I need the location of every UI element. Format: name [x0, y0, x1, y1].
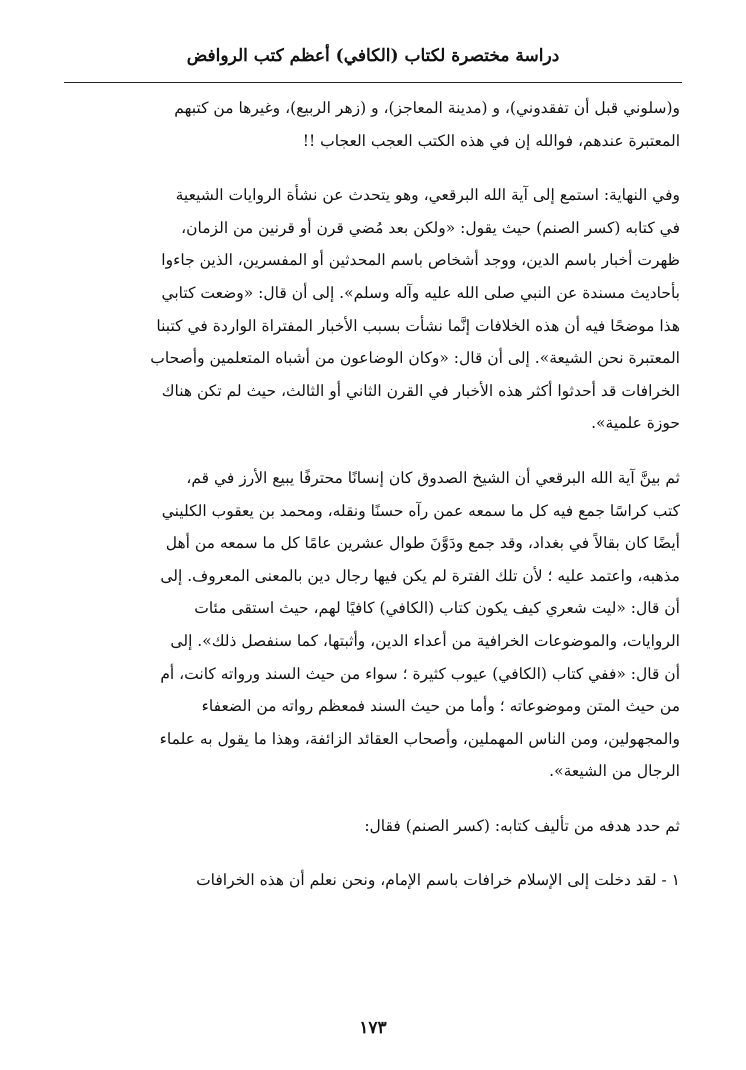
paragraph-4: ثم حدد هدفه من تأليف كتابه: (كسر الصنم) فقال:	[364, 816, 680, 835]
body-text	[66, 92, 680, 897]
paragraph-3: ثم بينَّ آية الله البرقعي أن الشيخ الصدوق كان إنسانًا محترفًا يبيع الأرز في قم، كتب كراسًا جمع فيه كل ما سمعه عمن رآه حسنًا ونقله، ومحمد بن يعقوب الكليني أيضًا كان بقالاً في بغداد، وقد جمع ودَوَّنَ طوال عشرين عامًا كل ما سمعه من أهل مذهبه، واعتمد عليه ؛ لأن تلك الفترة لم يكن فيها رجال دين بالمعنى المعروف. إلى أن قال: «ليت شعري كيف يكون كتاب (الكافي) كافيًا لهم، حيث استقى مئات الروايات، والموضوعات الخرافية من أعداء الدين، وأثبتها، كما سنفصل ذلك». إلى أن قال: «ففي كتاب (الكافي) عيوب كثيرة ؛ سواء من حيث السند ورواته كانت، أم من حيث المتن وموضوعاته ؛ وأما من حيث السند فمعظم رواته من الضعفاء والمجهولين، ومن الناس المهملين، وأصحاب العقائد الزائفة، وهذا ما يقول به علماء الرجال من الشيعة».	[159, 468, 680, 781]
running-head: دراسة مختصرة لكتاب (الكافي) أعظم كتب الروافض	[186, 46, 560, 66]
paragraph-5: ١ - لقد دخلت إلى الإسلام خرافات باسم الإمام، ونحن نعلم أن هذه الخرافات	[196, 871, 680, 890]
paragraph-1: و(سلوني قبل أن تفقدوني)، و (مدينة المعاجز)، و (زهر الربيع)، وغيرها من كتبهم المعتبرة عندهم، فوالله إن في هذه الكتب العجب العجاب !!	[174, 99, 680, 150]
page-number: ١٧٣	[359, 1018, 387, 1038]
header-rule	[64, 82, 682, 83]
paragraph-2: وفي النهاية: استمع إلى آية الله البرقعي، وهو يتحدث عن نشأة الروايات الشيعية في كتابه (كسر الصنم) حيث يقول: «ولكن بعد مُضي قرن أو قرنين من الزمان، ظهرت أخبار باسم الدين، ووجد أشخاص باسم المحدثين أو المفسرين، الذين جاءوا بأحاديث مسندة عن النبي صلى الله عليه وآله وسلم». إلى أن قال: «وضعت كتابي هذا موضحًا فيه أن هذه الخلافات إنَّما نشأت بسبب الأخبار المفتراة الواردة في كتبنا المعتبرة نحن الشيعة». إلى أن قال: «وكان الوضاعون من أشباه المتعلمين وأصحاب الخرافات قد أحدثوا أكثر هذه الأخبار في القرن الثاني أو الثالث، حيث لم تكن هناك حوزة علمية».	[150, 186, 680, 433]
